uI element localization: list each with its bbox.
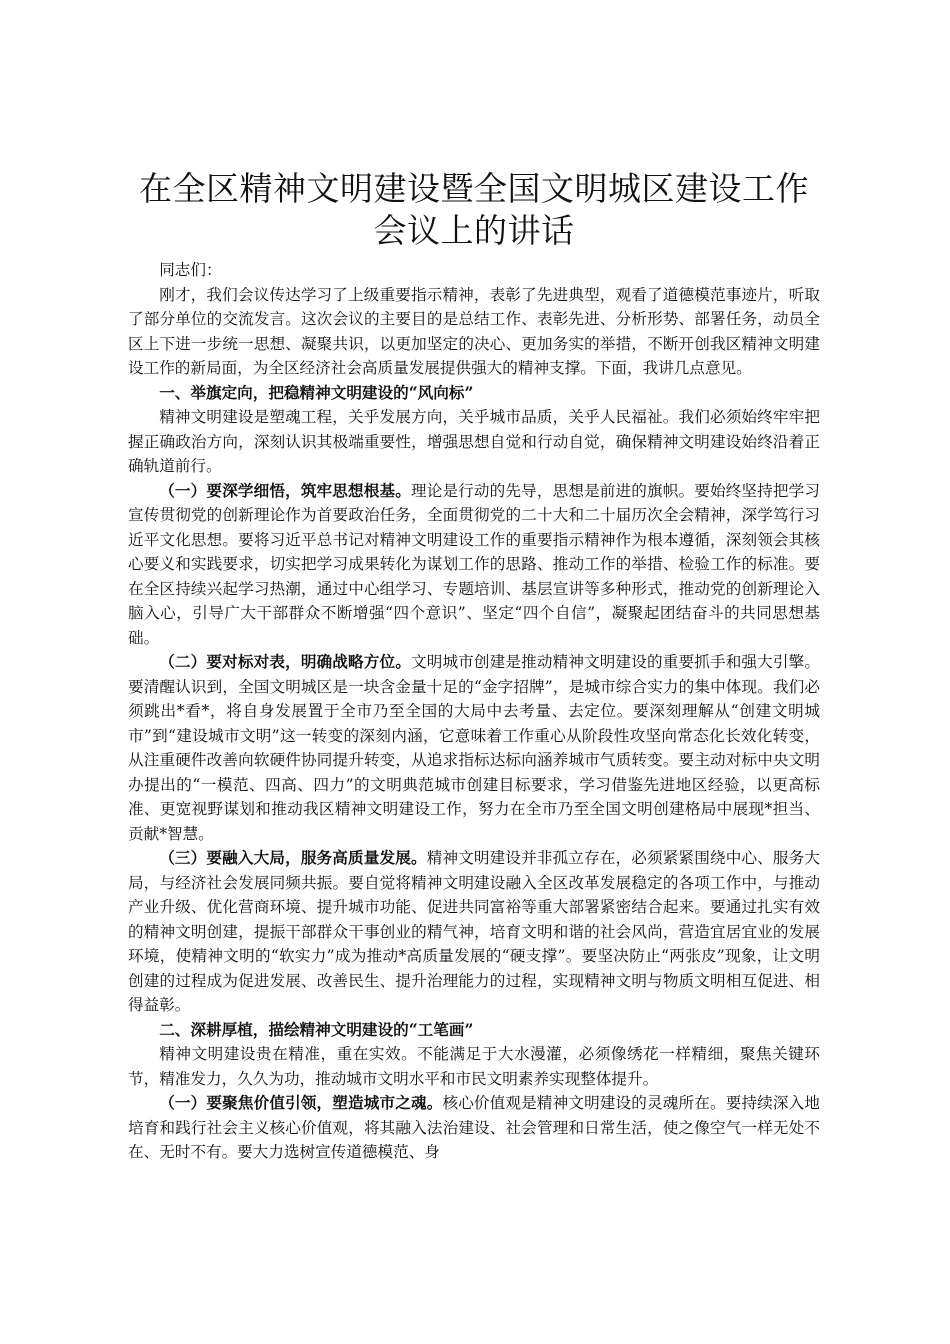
title-line-1: 在全区精神文明建设暨全国文明城区建设工作 (139, 169, 809, 208)
section-1-point-2 (128, 650, 820, 846)
point-body: 文明城市创建是推动精神文明建设的重要抓手和强大引擎。要清醒认识到，全国文明城区是一块含金量十足的“金字招牌”，是城市综合实力的集中体现。我们必须跳出*看*，将自身发展置于全市乃至全国的大局中去考量、去定位。要深刻理解从“创建文明城市”到“建设城市文明”这一转变的深刻内涵，它意味着工作重心从阶段性攻坚向常态化长效化转变，从注重硬件改善向软硬件协同提升转变，从追求指标达标向涵养城市气质转变。要主动对标中央文明办提出的“一模范、四高、四力”的文明典范城市创建目标要求，学习借鉴先进地区经验，以更高标准、更宽视野谋划和推动我区精神文明建设工作，努力在全市乃至全国文明创建格局中展现*担当、贡献*智慧。 (128, 653, 820, 843)
point-lead: （二）要对标对表，明确战略方位。 (159, 652, 411, 671)
section-1-heading: 一、举旗定向，把稳精神文明建设的“风向标” (159, 382, 474, 402)
section-2-heading: 二、深耕厚植，描绘精神文明建设的“工笔画” (159, 1019, 474, 1039)
intro-paragraph: 刚才，我们会议传达学习了上级重要指示精神，表彰了先进典型，观看了道德模范事迹片，听取了部分单位的交流发言。这次会议的主要目的是总结工作、表彰先进、分析形势、部署任务，动员全区上下进一步统一思想、凝聚共识，以更加坚定的决心、更加务实的举措，不断开创我区精神文明建设工作的新局面，为全区经济社会高质量发展提供强大的精神支撑。下面，我讲几点意见。 (128, 285, 820, 377)
section-1-point-3 (128, 846, 820, 1018)
point-lead: （一）要聚焦价值引领，塑造城市之魂。 (159, 1093, 443, 1112)
point-body: 理论是行动的先导，思想是前进的旗帜。要始终坚持把学习宣传贯彻党的创新理论作为首要政治任务，全面贯彻党的二十大和二十届历次全会精神，深学笃行习近平文化思想。要将习近平总书记对精神文明建设工作的重要指示精神作为根本遵循，深刻领会其核心要义和实践要求，切实把学习成果转化为谋划工作的思路、推动工作的举措、检验工作的标准。要在全区持续兴起学习热潮，通过中心组学习、专题培训、基层宣讲等多种形式，推动党的创新理论入脑入心，引导广大干部群众不断增强“四个意识”、坚定“四个自信”，凝聚起团结奋斗的共同思想基础。 (128, 481, 820, 647)
point-lead: （三）要融入大局，服务高质量发展。 (159, 848, 427, 867)
point-body: 核心价值观是精神文明建设的灵魂所在。要持续深入地培育和践行社会主义核心价值观，将其融入法治建设、社会管理和日常生活，使之像空气一样无处不在、无时不有。要大力选树宣传道德模范、身 (128, 1094, 820, 1161)
section-1-intro: 精神文明建设是塑魂工程，关乎发展方向，关乎城市品质，关乎人民福祉。我们必须始终牢牢把握正确政治方向，深刻认识其极端重要性，增强思想自觉和行动自觉，确保精神文明建设始终沿着正确轨道前行。 (128, 408, 820, 475)
section-1-point-1 (128, 479, 820, 651)
salutation: 同志们： (159, 261, 222, 279)
point-body: 精神文明建设并非孤立存在，必须紧紧围绕中心、服务大局，与经济社会发展同频共振。要自觉将精神文明建设融入全区改革发展稳定的各项工作中，与推动产业升级、优化营商环境、提升城市功能、促进共同富裕等重大部署紧密结合起来。要通过扎实有效的精神文明创建，提振干部群众干事创业的精气神，培育文明和谐的社会风尚，营造宜居宜业的发展环境，使精神文明的“软实力”成为推动*高质量发展的“硬支撑”。要坚决防止“两张皮”现象，让文明创建的过程成为促进发展、改善民生、提升治理能力的过程，实现精神文明与物质文明相互促进、相得益彰。 (128, 849, 820, 1014)
point-lead: （一）要深学细悟，筑牢思想根基。 (159, 480, 411, 500)
section-2-intro: 精神文明建设贵在精准，重在实效。不能满足于大水漫灌，必须像绣花一样精细，聚焦关键环节，精准发力，久久为功，推动城市文明水平和市民文明素养实现整体提升。 (128, 1045, 820, 1088)
section-2-point-1 (128, 1091, 820, 1165)
title-line-2: 会议上的讲话 (373, 211, 575, 250)
document-title (128, 168, 820, 252)
